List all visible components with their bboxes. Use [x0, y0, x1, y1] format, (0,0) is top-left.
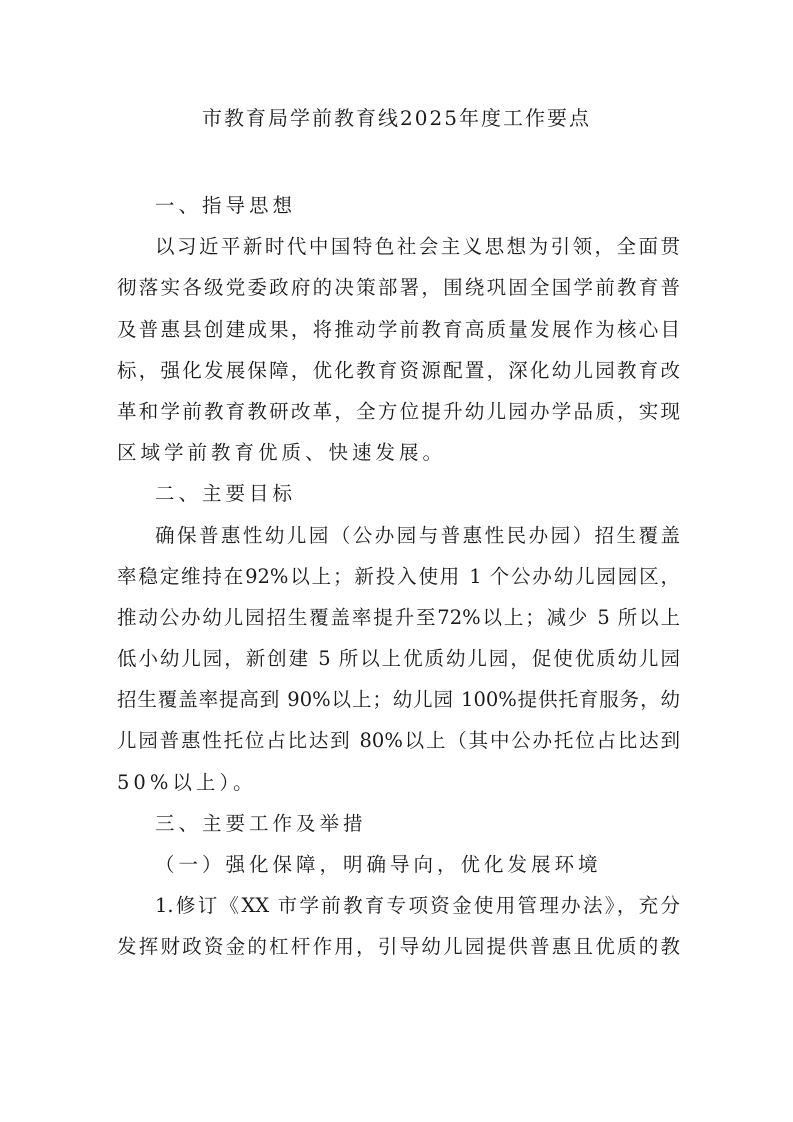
text-line: 招生覆盖率提高到 90%以上；幼儿园 100%提供托育服务，幼: [117, 688, 680, 712]
text-line: 区域学前教育优质、快速发展。: [117, 441, 447, 465]
text-line: 二、主要目标: [155, 482, 297, 506]
document-title: 市教育局学前教育线2025年度工作要点: [202, 106, 591, 130]
text-line: 儿园普惠性托位占比达到 80%以上（其中公办托位占比达到: [117, 729, 680, 753]
text-line: 发挥财政资金的杠杆作用，引导幼儿园提供普惠且优质的教: [117, 935, 680, 959]
text-line: 三、主要工作及举措: [155, 811, 367, 835]
text-line: 革和学前教育教研改革，全方位提升幼儿园办学品质，实现: [117, 399, 680, 423]
text-line: 推动公办幼儿园招生覆盖率提升至72%以上；减少 5 所以上: [117, 605, 680, 629]
text-line: 及普惠县创建成果，将推动学前教育高质量发展作为核心目: [117, 317, 680, 341]
text-line: 确保普惠性幼儿园（公办园与普惠性民办园）招生覆盖: [155, 523, 680, 547]
text-line: 1.修订《XX 市学前教育专项资金使用管理办法》，充分: [155, 894, 680, 918]
text-line: 彻落实各级党委政府的决策部署，围绕巩固全国学前教育普: [117, 276, 680, 300]
text-line: 标，强化发展保障，优化教育资源配置，深化幼儿园教育改: [117, 358, 680, 382]
text-line: 率稳定维持在92%以上；新投入使用 1 个公办幼儿园园区，: [117, 564, 680, 588]
text-line: 以习近平新时代中国特色社会主义思想为引领，全面贯: [155, 235, 680, 259]
document-body: [117, 185, 680, 968]
text-line: 50%以上）。: [117, 770, 257, 794]
text-line: （一）强化保障，明确导向，优化发展环境: [155, 853, 602, 876]
text-line: 一、指导思想: [155, 194, 297, 217]
text-line: 低小幼儿园，新创建 5 所以上优质幼儿园，促使优质幼儿园: [117, 647, 680, 671]
